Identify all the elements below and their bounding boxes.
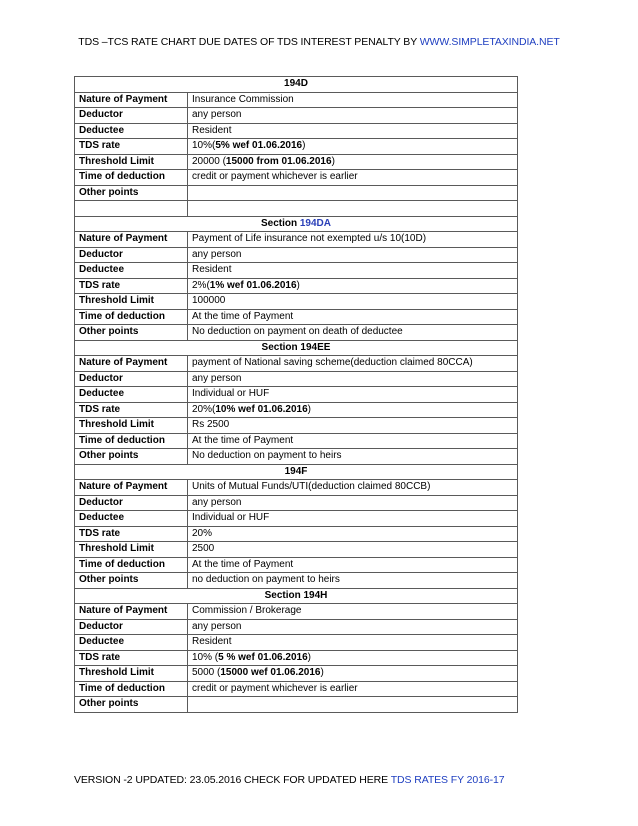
- value-text: 10% (: [192, 651, 219, 663]
- row-value: [188, 573, 518, 589]
- row-label: Threshold Limit: [75, 666, 188, 682]
- header-website-link[interactable]: WWW.SIMPLETAXINDIA.NET: [419, 36, 560, 48]
- section-header-row: [75, 77, 518, 93]
- row-value: [188, 449, 518, 465]
- value-bold-text: 5% wef 01.06.2016: [215, 140, 303, 152]
- table-row: [75, 681, 518, 697]
- value-text: 20000 (: [192, 155, 226, 167]
- value-text: Individual or HUF: [192, 512, 270, 524]
- section-header-row: [75, 464, 518, 480]
- row-value: [188, 666, 518, 682]
- row-label: Deductor: [75, 495, 188, 511]
- row-value: [188, 108, 518, 124]
- row-value: [188, 232, 518, 248]
- table-row: [75, 294, 518, 310]
- row-label: Other points: [75, 185, 188, 201]
- page-footer: [74, 774, 504, 786]
- section-title-text: 194F: [284, 465, 308, 477]
- table-row: [75, 511, 518, 527]
- row-label: Time of deduction: [75, 433, 188, 449]
- row-label: TDS rate: [75, 650, 188, 666]
- table-row: [75, 573, 518, 589]
- table-row: [75, 123, 518, 139]
- row-label: Deductee: [75, 511, 188, 527]
- row-value: [188, 92, 518, 108]
- row-value: [188, 402, 518, 418]
- row-value: [188, 557, 518, 573]
- value-text: ): [320, 667, 324, 679]
- row-value: [188, 542, 518, 558]
- row-value: [188, 697, 518, 713]
- row-value: [188, 681, 518, 697]
- section-title-text: 194D: [284, 78, 308, 90]
- row-value: [188, 480, 518, 496]
- row-label: Nature of Payment: [75, 92, 188, 108]
- table-row: [75, 635, 518, 651]
- table-row: [75, 666, 518, 682]
- tds-table-body: [75, 77, 518, 713]
- row-value: [188, 495, 518, 511]
- value-text: any person: [192, 496, 242, 508]
- value-bold-text: 5 % wef 01.06.2016: [218, 651, 308, 663]
- row-value: [188, 139, 518, 155]
- value-bold-text: 10% wef 01.06.2016: [215, 403, 308, 415]
- section-title: [75, 588, 518, 604]
- row-label: Threshold Limit: [75, 418, 188, 434]
- section-title-link[interactable]: 194DA: [299, 217, 332, 229]
- value-text: At the time of Payment: [192, 558, 294, 570]
- table-row: [75, 356, 518, 372]
- value-text: No deduction on payment to heirs: [192, 450, 342, 462]
- row-value: [188, 201, 518, 217]
- table-row: [75, 402, 518, 418]
- row-label: Threshold Limit: [75, 542, 188, 558]
- table-row: [75, 139, 518, 155]
- value-text: Rs 2500: [192, 419, 230, 431]
- footer-tds-rates-link[interactable]: TDS RATES FY 2016-17: [390, 774, 505, 786]
- row-label: Other points: [75, 573, 188, 589]
- table-row: [75, 542, 518, 558]
- row-label: Deductee: [75, 123, 188, 139]
- value-text: credit or payment whichever is earlier: [192, 171, 358, 183]
- table-row: [75, 263, 518, 279]
- row-label: TDS rate: [75, 526, 188, 542]
- table-row: [75, 418, 518, 434]
- header-text: TDS –TCS RATE CHART DUE DATES OF TDS INTEREST PENALTY BY: [78, 36, 420, 48]
- table-row: [75, 154, 518, 170]
- section-header-row: [75, 340, 518, 356]
- page-header: [0, 36, 638, 48]
- value-text: ): [307, 403, 311, 415]
- row-value: [188, 371, 518, 387]
- value-text: Payment of Life insurance not exempted u/s 10(10D): [192, 233, 427, 245]
- value-bold-text: 15000 from 01.06.2016: [225, 155, 332, 167]
- value-text: Units of Mutual Funds/UTI(deduction claimed 80CCB): [192, 481, 431, 493]
- table-row: [75, 480, 518, 496]
- value-text: ): [302, 140, 306, 152]
- row-label: Other points: [75, 697, 188, 713]
- value-text: credit or payment whichever is earlier: [192, 682, 358, 694]
- table-row: [75, 697, 518, 713]
- value-text: 2500: [192, 543, 215, 555]
- value-text: ): [296, 279, 300, 291]
- row-value: [188, 247, 518, 263]
- row-label: Deductor: [75, 108, 188, 124]
- value-text: no deduction on payment to heirs: [192, 574, 340, 586]
- row-label: Deductor: [75, 371, 188, 387]
- value-text: 2%(: [192, 279, 210, 291]
- row-label: Time of deduction: [75, 309, 188, 325]
- row-value: [188, 526, 518, 542]
- value-text: Insurance Commission: [192, 93, 294, 105]
- value-text: Resident: [192, 264, 232, 276]
- table-row: [75, 170, 518, 186]
- value-text: 100000: [192, 295, 226, 307]
- table-row: [75, 526, 518, 542]
- row-label: [75, 201, 188, 217]
- table-row: [75, 650, 518, 666]
- section-title: [75, 340, 518, 356]
- footer-text: VERSION -2 UPDATED: 23.05.2016 CHECK FOR UPDATED HERE: [74, 774, 391, 786]
- row-value: [188, 650, 518, 666]
- section-title-text: Section 194EE: [261, 341, 331, 353]
- table-row: [75, 201, 518, 217]
- value-text: Resident: [192, 636, 232, 648]
- row-label: Nature of Payment: [75, 356, 188, 372]
- row-label: Deductee: [75, 635, 188, 651]
- table-row: [75, 325, 518, 341]
- row-label: Nature of Payment: [75, 232, 188, 248]
- row-value: [188, 635, 518, 651]
- row-value: [188, 387, 518, 403]
- value-text: 5000 (: [192, 667, 221, 679]
- table-row: [75, 232, 518, 248]
- row-value: [188, 619, 518, 635]
- row-label: Nature of Payment: [75, 604, 188, 620]
- table-row: [75, 92, 518, 108]
- row-value: [188, 418, 518, 434]
- table-row: [75, 604, 518, 620]
- value-text: At the time of Payment: [192, 434, 294, 446]
- value-text: ): [307, 651, 311, 663]
- row-label: Deductor: [75, 247, 188, 263]
- row-label: Deductee: [75, 387, 188, 403]
- value-bold-text: 15000 wef 01.06.2016: [220, 667, 321, 679]
- table-row: [75, 619, 518, 635]
- table-row: [75, 387, 518, 403]
- row-value: [188, 185, 518, 201]
- table-row: [75, 371, 518, 387]
- section-title-text: Section 194H: [264, 589, 328, 601]
- value-text: 20%(: [192, 403, 216, 415]
- row-label: Deductee: [75, 263, 188, 279]
- table-row: [75, 278, 518, 294]
- row-label: Time of deduction: [75, 557, 188, 573]
- row-label: TDS rate: [75, 139, 188, 155]
- row-value: [188, 154, 518, 170]
- value-text: Commission / Brokerage: [192, 605, 302, 617]
- row-value: [188, 433, 518, 449]
- section-title: [75, 77, 518, 93]
- table-row: [75, 247, 518, 263]
- value-text: 10%(: [192, 140, 216, 152]
- tds-rate-table: [74, 76, 518, 713]
- row-value: [188, 170, 518, 186]
- section-header-row: [75, 216, 518, 232]
- section-title: [75, 216, 518, 232]
- row-label: Nature of Payment: [75, 480, 188, 496]
- row-label: TDS rate: [75, 402, 188, 418]
- row-label: Other points: [75, 325, 188, 341]
- row-label: Deductor: [75, 619, 188, 635]
- value-text: any person: [192, 372, 242, 384]
- row-label: Threshold Limit: [75, 294, 188, 310]
- value-text: At the time of Payment: [192, 310, 294, 322]
- section-title-text: Section: [260, 217, 300, 229]
- row-label: Time of deduction: [75, 170, 188, 186]
- value-text: payment of National saving scheme(deduction claimed 80CCA): [192, 357, 473, 369]
- row-label: Other points: [75, 449, 188, 465]
- row-label: Threshold Limit: [75, 154, 188, 170]
- value-text: any person: [192, 248, 242, 260]
- row-label: TDS rate: [75, 278, 188, 294]
- table-row: [75, 309, 518, 325]
- row-value: [188, 263, 518, 279]
- row-value: [188, 309, 518, 325]
- table-row: [75, 185, 518, 201]
- row-value: [188, 604, 518, 620]
- section-header-row: [75, 588, 518, 604]
- row-label: Time of deduction: [75, 681, 188, 697]
- value-text: ): [331, 155, 335, 167]
- table-row: [75, 495, 518, 511]
- value-text: any person: [192, 620, 242, 632]
- table-row: [75, 557, 518, 573]
- value-text: any person: [192, 109, 242, 121]
- value-text: Resident: [192, 124, 232, 136]
- row-value: [188, 356, 518, 372]
- row-value: [188, 511, 518, 527]
- row-value: [188, 278, 518, 294]
- table-row: [75, 108, 518, 124]
- value-text: 20%: [192, 527, 213, 539]
- row-value: [188, 123, 518, 139]
- row-value: [188, 325, 518, 341]
- value-text: Individual or HUF: [192, 388, 270, 400]
- value-text: No deduction on payment on death of deductee: [192, 326, 403, 338]
- row-value: [188, 294, 518, 310]
- section-title: [75, 464, 518, 480]
- table-row: [75, 449, 518, 465]
- table-row: [75, 433, 518, 449]
- value-bold-text: 1% wef 01.06.2016: [209, 279, 297, 291]
